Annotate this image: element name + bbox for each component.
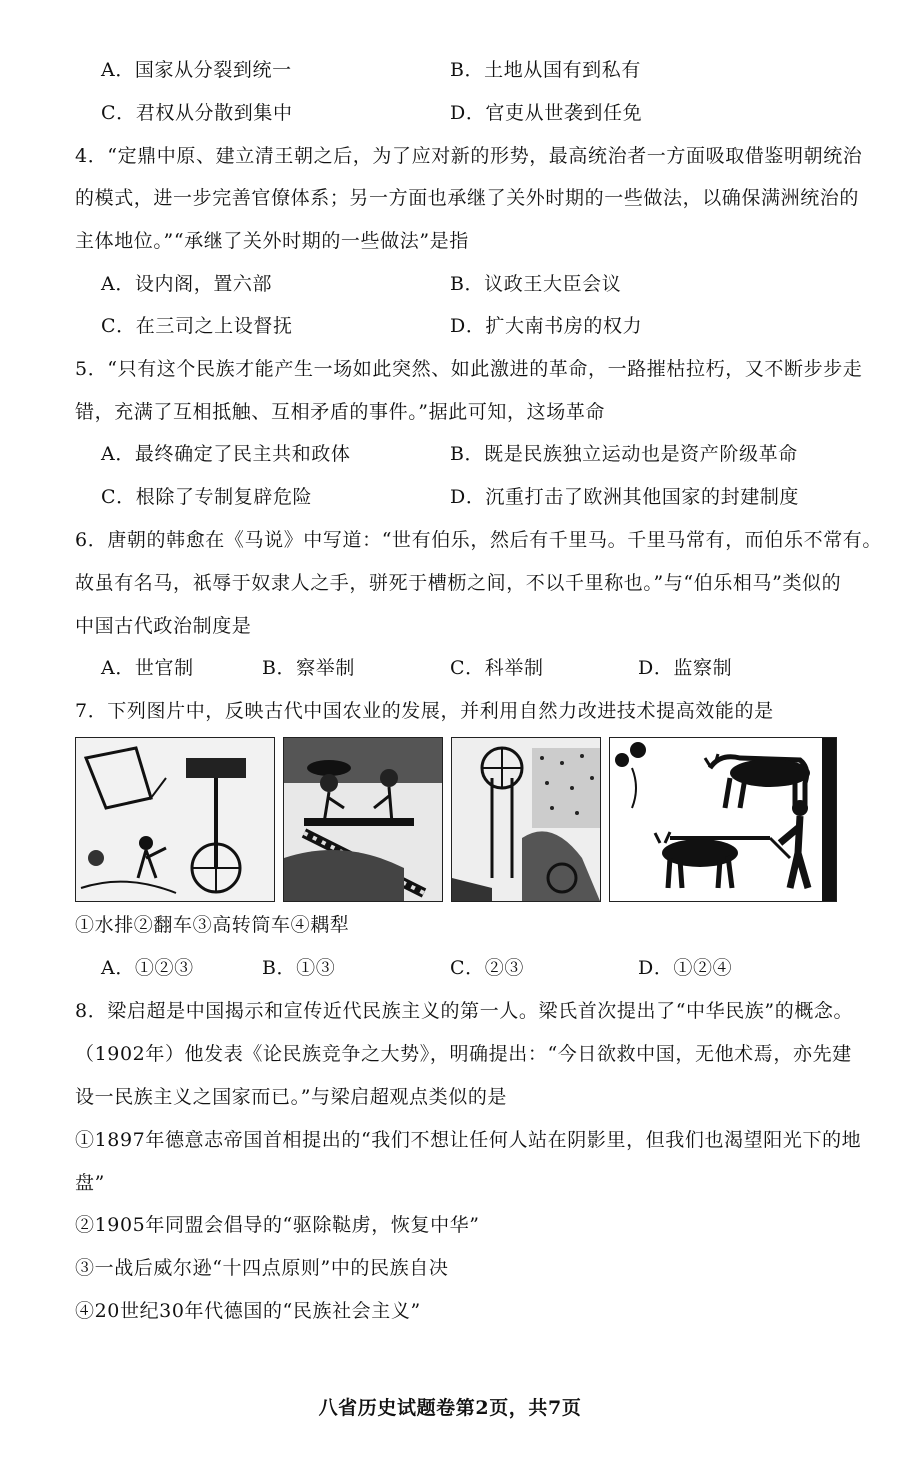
q5-option-c: C．根除了专制复辟危险	[101, 486, 313, 508]
q3-option-c: C．君权从分散到集中	[101, 102, 293, 124]
q4-option-a: A．设内阁，置六部	[101, 273, 273, 295]
q7-image-strip	[75, 737, 835, 900]
shuipai-illustration	[75, 737, 275, 902]
q3-option-a: A．国家从分裂到统一	[101, 59, 292, 81]
q7-option-d: D．①②④	[638, 957, 733, 979]
q5-option-a: A．最终确定了民主共和政体	[101, 443, 351, 465]
q7-option-a: A．①②③	[101, 957, 194, 979]
q4-option-d: D．扩大南书房的权力	[450, 315, 643, 337]
q6-option-a: A．世官制	[101, 657, 194, 679]
fanche-illustration	[283, 737, 443, 902]
q3-option-d: D．官吏从世袭到任免	[450, 102, 643, 124]
q8-item4: ④20世纪30年代德国的“民族社会主义”	[75, 1300, 421, 1322]
q6-stem-line3: 中国古代政治制度是	[75, 615, 252, 637]
q6-option-d: D．监察制	[638, 657, 733, 679]
q5-option-d: D．沉重打击了欧洲其他国家的封建制度	[450, 486, 800, 508]
q8-item1-line2: 盘”	[75, 1172, 105, 1194]
q8-stem-line1: 8．梁启超是中国揭示和宣传近代民族主义的第一人。梁氏首次提出了“中华民族”的概念。	[75, 1000, 854, 1022]
q6-stem-line1: 6．唐朝的韩愈在《马说》中写道：“世有伯乐，然后有千里马。千里马常有，而伯乐不常有。	[75, 529, 883, 551]
q7-caption: ①水排②翻车③高转筒车④耦犁	[75, 914, 350, 936]
q5-stem-line1: 5．“只有这个民族才能产生一场如此突然、如此激进的革命，一路摧枯拉朽，又不断步步走	[75, 358, 863, 380]
q5-stem-line2: 错，充满了互相抵触、互相矛盾的事件。”据此可知，这场革命	[75, 401, 606, 423]
q5-option-b: B．既是民族独立运动也是资产阶级革命	[450, 443, 798, 465]
q4-stem-line2: 的模式，进一步完善官僚体系；另一方面也承继了关外时期的一些做法，以确保满洲统治的	[75, 187, 860, 209]
page-footer: 八省历史试题卷第2页，共7页	[318, 1397, 582, 1419]
q4-option-b: B．议政王大臣会议	[450, 273, 622, 295]
q6-stem-line2: 故虽有名马，祇辱于奴隶人之手，骈死于槽枥之间，不以千里称也。”与“伯乐相马”类似的	[75, 572, 842, 594]
q7-option-b: B．①③	[262, 957, 336, 979]
gaozhuan-tongche-illustration	[451, 737, 601, 902]
q7-stem: 7．下列图片中，反映古代中国农业的发展，并利用自然力改进技术提高效能的是	[75, 700, 774, 722]
q8-item3: ③一战后威尔逊“十四点原则”中的民族自决	[75, 1257, 449, 1279]
q7-option-c: C．②③	[450, 957, 524, 979]
q4-option-c: C．在三司之上设督抚	[101, 315, 293, 337]
q6-option-b: B．察举制	[262, 657, 355, 679]
q8-item2: ②1905年同盟会倡导的“驱除鞑虏，恢复中华”	[75, 1214, 480, 1236]
q8-stem-line2: （1902年）他发表《论民族竞争之大势》，明确提出：“今日欲救中国，无他术焉，亦先建	[75, 1043, 852, 1065]
q8-item1-line1: ①1897年德意志帝国首相提出的“我们不想让任何人站在阴影里，但我们也渴望阳光下的地	[75, 1129, 862, 1151]
ouli-illustration	[609, 737, 837, 902]
q4-stem-line3: 主体地位。”“承继了关外时期的一些做法”是指	[75, 230, 469, 252]
q6-option-c: C．科举制	[450, 657, 544, 679]
q4-stem-line1: 4．“定鼎中原、建立清王朝之后，为了应对新的形势，最高统治者一方面吸取借鉴明朝统治	[75, 145, 863, 167]
q3-option-b: B．土地从国有到私有	[450, 59, 641, 81]
q8-stem-line3: 设一民族主义之国家而已。”与梁启超观点类似的是	[75, 1086, 508, 1108]
